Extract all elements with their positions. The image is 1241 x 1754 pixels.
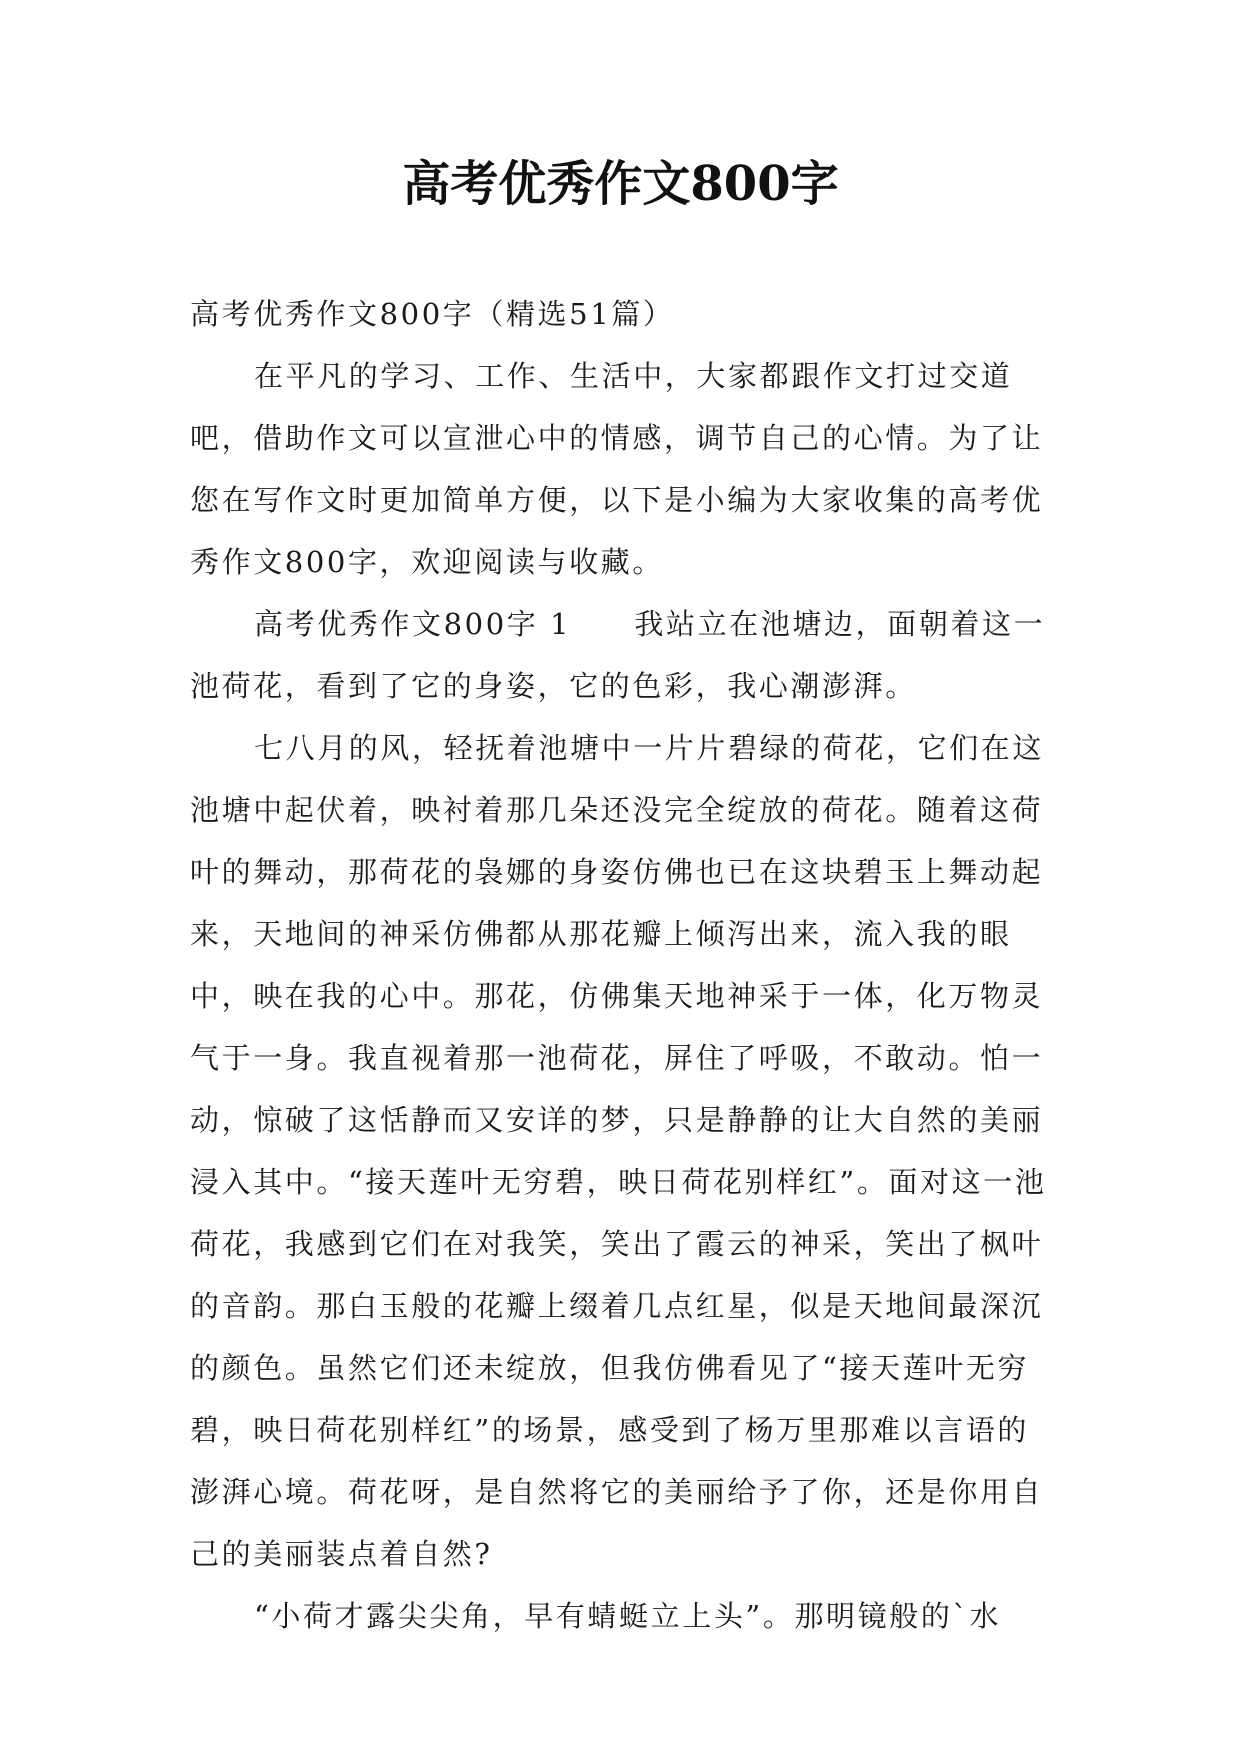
paragraph-small-lotus: “小荷才露尖尖角，早有蜻蜓立上头”。那明镜般的`水 (254, 1599, 1002, 1633)
paragraph-lotus-wind: 七八月的风，轻抚着池塘中一片片碧绿的荷花，它们在这池塘中起伏着，映衬着那几朵还没完全绽放的荷花。随着这荷叶的舞动，那荷花的袅娜的身姿仿佛也已在这块碧玉上舞动起来，天地间的神采仿佛都从那花瓣上倾泻出来，流入我的眼中，映在我的心中。那花，仿佛集天地神采于一体，化万物灵气于一身。我直视着那一池荷花，屏住了呼吸，不敢动。怕一动，惊破了这恬静而又安详的梦，只是静静的让大自然的美丽浸入其中。“接天莲叶无穷碧，映日荷花别样红”。面对这一池荷花，我感到它们在对我笑，笑出了霞云的神采，笑出了枫叶的音韵。那白玉般的花瓣上缀着几点红星，似是天地间最深沉的颜色。虽然它们还未绽放，但我仿佛看见了“接天莲叶无穷碧，映日荷花别样红”的场景，感受到了杨万里那难以言语的澎湃心境。荷花呀，是自然将它的美丽给予了你，还是你用自己的美丽装点着自然? (190, 731, 1047, 1571)
document-body (190, 283, 1058, 1647)
document-subtitle: 高考优秀作文800字（精选51篇） (190, 297, 675, 331)
paragraph-essay-heading: 高考优秀作文800字 1 我站立在池塘边，面朝着这一池荷花，看到了它的身姿，它的色彩，我心潮澎湃。 (190, 607, 1046, 703)
paragraph-intro: 在平凡的学习、工作、生活中，大家都跟作文打过交道吧，借助作文可以宣泄心中的情感，调节自己的心情。为了让您在写作文时更加简单方便，以下是小编为大家收集的高考优秀作文800字，欢迎阅读与收藏。 (190, 359, 1044, 579)
document-title: 高考优秀作文800字 (402, 156, 839, 212)
